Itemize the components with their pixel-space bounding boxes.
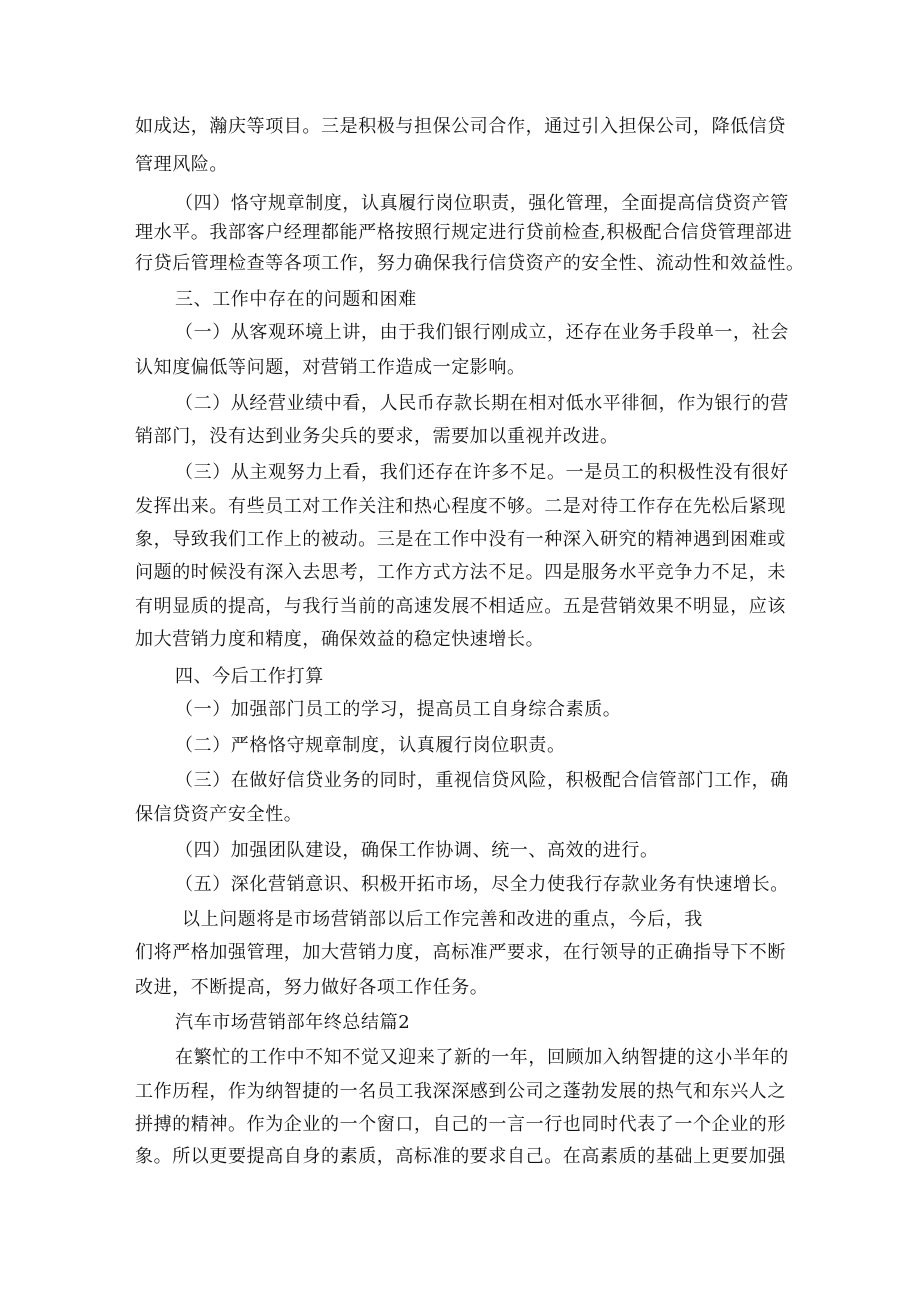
text-line: （五）深化营销意识、积极开拓市场，尽全力使我行存款业务有快速增长。 [175, 874, 789, 895]
text-line: 工作历程，作为纳智捷的一名员工我深深感到公司之蓬勃发展的热气和东兴人之 [135, 1081, 786, 1102]
text-line: 加大营销力度和精度，确保效益的稳定快速增长。 [135, 629, 545, 650]
text-line: 们将严格加强管理，加大营销力度，高标准严要求，在行领导的正确指导下不断 [135, 942, 786, 963]
text-line: 行贷后管理检查等各项工作，努力确保我行信贷资产的安全性、流动性和效益性。 [135, 253, 805, 274]
text-line: 以上问题将是市场营销部以后工作完善和改进的重点，今后，我 [182, 909, 703, 930]
text-line: （三）在做好信贷业务的同时，重视信贷风险，积极配合信管部门工作，确 [175, 770, 789, 791]
text-line: 问题的时候没有深入去思考，工作方式方法不足。四是服务水平竞争力不足，未 [135, 562, 786, 583]
article-title: 汽车市场营销部年终总结篇2 [175, 1012, 411, 1033]
text-line: （二）严格恪守规章制度，认真履行岗位职责。 [175, 735, 566, 756]
text-line: 改进，不断提高，努力做好各项工作任务。 [135, 977, 489, 998]
text-line: 象。所以更要提高自身的素质，高标准的要求自己。在高素质的基础上更要加强 [135, 1146, 786, 1167]
section-heading: 三、工作中存在的问题和困难 [175, 289, 417, 310]
text-line: 发挥出来。有些员工对工作关注和热心程度不够。二是对待工作存在先松后紧现 [135, 496, 786, 517]
text-line: 管理风险。 [135, 154, 228, 175]
section-heading: 四、今后工作打算 [175, 666, 324, 687]
text-line: （四）恪守规章制度，认真履行岗位职责，强化管理，全面提高信贷资产管 [175, 193, 789, 214]
text-line: （一）加强部门员工的学习，提高员工自身综合素质。 [175, 699, 622, 720]
text-line: （三）从主观努力上看，我们还存在许多不足。一是员工的积极性没有很好 [175, 462, 789, 483]
text-line: （二）从经营业绩中看，人民币存款长期在相对低水平徘徊，作为银行的营 [175, 393, 789, 414]
text-line: 在繁忙的工作中不知不觉又迎来了新的一年，回顾加入纳智捷的这小半年的 [175, 1047, 789, 1068]
text-line: （四）加强团队建设，确保工作协调、统一、高效的进行。 [175, 840, 659, 861]
text-line: 拼搏的精神。作为企业的一个窗口，自己的一言一行也同时代表了一个企业的形 [135, 1114, 786, 1135]
text-line: 有明显质的提高，与我行当前的高速发展不相适应。五是营销效果不明显，应该 [135, 596, 786, 617]
text-line: （一）从客观环境上讲，由于我们银行刚成立，还存在业务手段单一，社会 [175, 322, 789, 343]
text-line: 理水平。我部客户经理都能严格按照行规定进行贷前检查,积极配合信贷管理部进 [135, 222, 793, 243]
text-line: 认知度偏低等问题，对营销工作造成一定影响。 [135, 357, 526, 378]
text-line: 象，导致我们工作上的被动。三是在工作中没有一种深入研究的精神遇到困难或 [135, 529, 786, 550]
text-line: 销部门，没有达到业务尖兵的要求，需要加以重视并改进。 [135, 426, 619, 447]
text-line: 如成达，瀚庆等项目。三是积极与担保公司合作，通过引入担保公司，降低信贷 [135, 116, 786, 137]
text-line: 保信贷资产安全性。 [135, 804, 303, 825]
